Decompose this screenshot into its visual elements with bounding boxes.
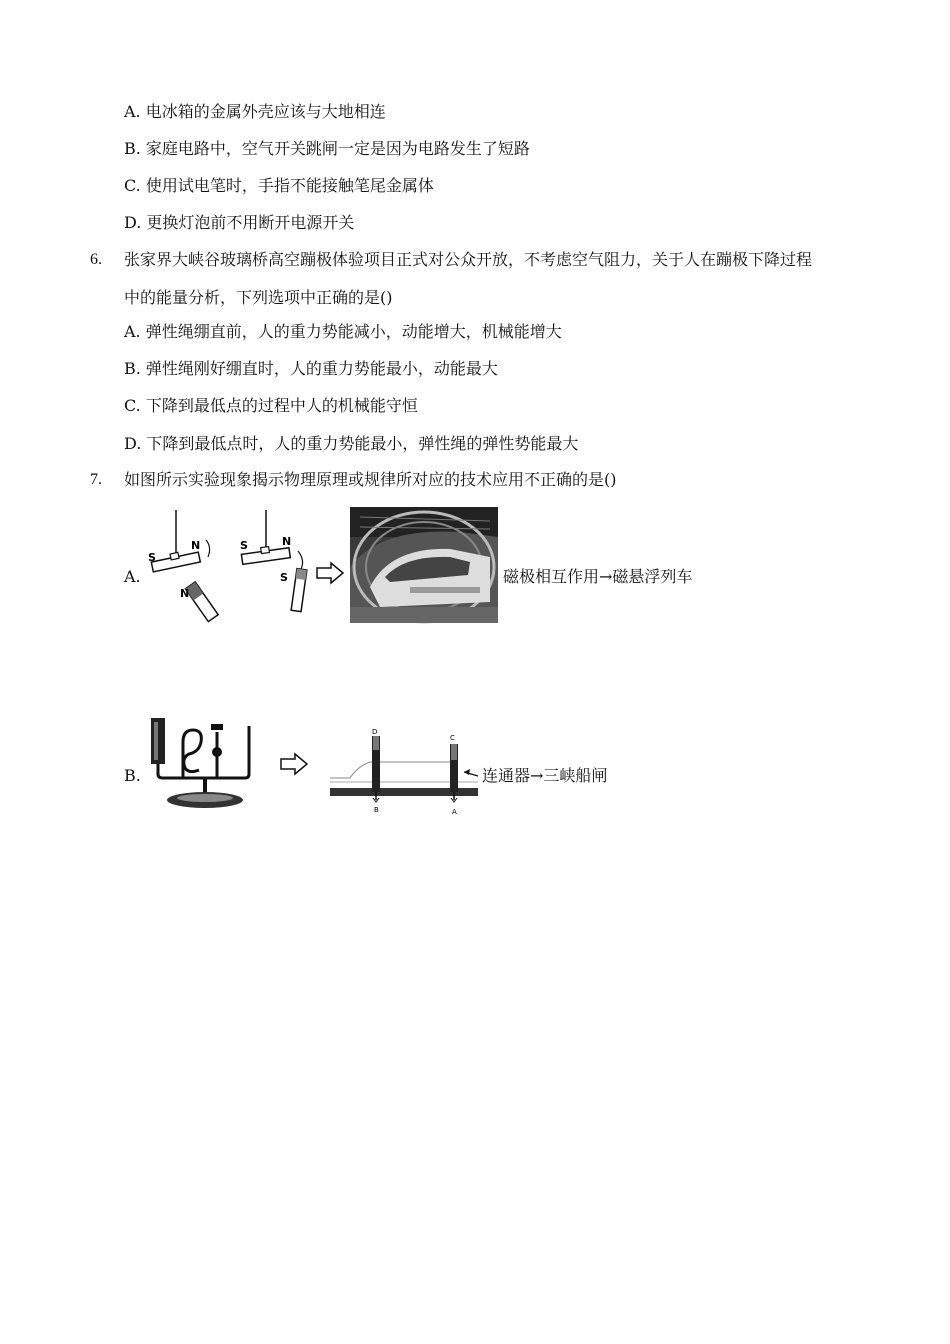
q5-option-c: C. 使用试电笔时，手指不能接触笔尾金属体: [124, 176, 434, 195]
magnet-experiment-figure: [148, 505, 328, 620]
q7-stem: 如图所示实验现象揭示物理原理或规律所对应的技术应用不正确的是(): [124, 470, 617, 489]
magnet-label-n1: N: [191, 539, 201, 552]
q5-option-a: A. 电冰箱的金属外壳应该与大地相连: [124, 102, 386, 121]
maglev-train-photo: [350, 507, 498, 623]
q7-option-b-label: B.: [124, 766, 141, 785]
q5-option-d: D. 更换灯泡前不用断开电源开关: [124, 213, 355, 232]
gate-label-d: D: [372, 728, 378, 736]
magnet-label-s1: S: [148, 551, 156, 564]
q6-option-b: B. 弹性绳刚好绷直时，人的重力势能最小，动能最大: [124, 359, 498, 378]
q7-option-a-caption: 磁极相互作用→磁悬浮列车: [503, 567, 693, 586]
q6-option-c: C. 下降到最低点的过程中人的机械能守恒: [124, 396, 418, 415]
magnet-label-s2: S: [240, 539, 248, 552]
q5-option-b: B. 家庭电路中，空气开关跳闸一定是因为电路发生了短路: [124, 139, 530, 158]
gate-label-c: C: [450, 734, 455, 742]
q6-stem-line1: 张家界大峡谷玻璃桥高空蹦极体验项目正式对公众开放，不考虑空气阻力，关于人在蹦极下降过程: [124, 250, 813, 269]
connected-vessel-figure: [145, 712, 255, 812]
q7-number: 7.: [90, 471, 102, 488]
arrow-right-icon-b: [279, 752, 309, 776]
gate-label-a: A: [452, 808, 457, 816]
magnet-label-n3: N: [282, 535, 292, 548]
q7-option-a-label: A.: [124, 567, 141, 586]
q6-option-a: A. 弹性绳绷直前，人的重力势能减小，动能增大，机械能增大: [124, 322, 562, 341]
q6-option-d: D. 下降到最低点时，人的重力势能最小，弹性绳的弹性势能最大: [124, 434, 579, 453]
magnet-label-s3: S: [280, 571, 288, 584]
q7-option-b-caption: 连通器→三峡船闸: [482, 766, 608, 785]
magnet-label-n2: N: [180, 587, 190, 600]
q6-stem-line2: 中的能量分析，下列选项中正确的是(): [124, 288, 393, 307]
q6-number: 6.: [90, 251, 102, 268]
arrow-right-icon: [315, 561, 345, 585]
ship-lock-diagram: [330, 726, 480, 816]
gate-label-b: B: [374, 806, 379, 814]
